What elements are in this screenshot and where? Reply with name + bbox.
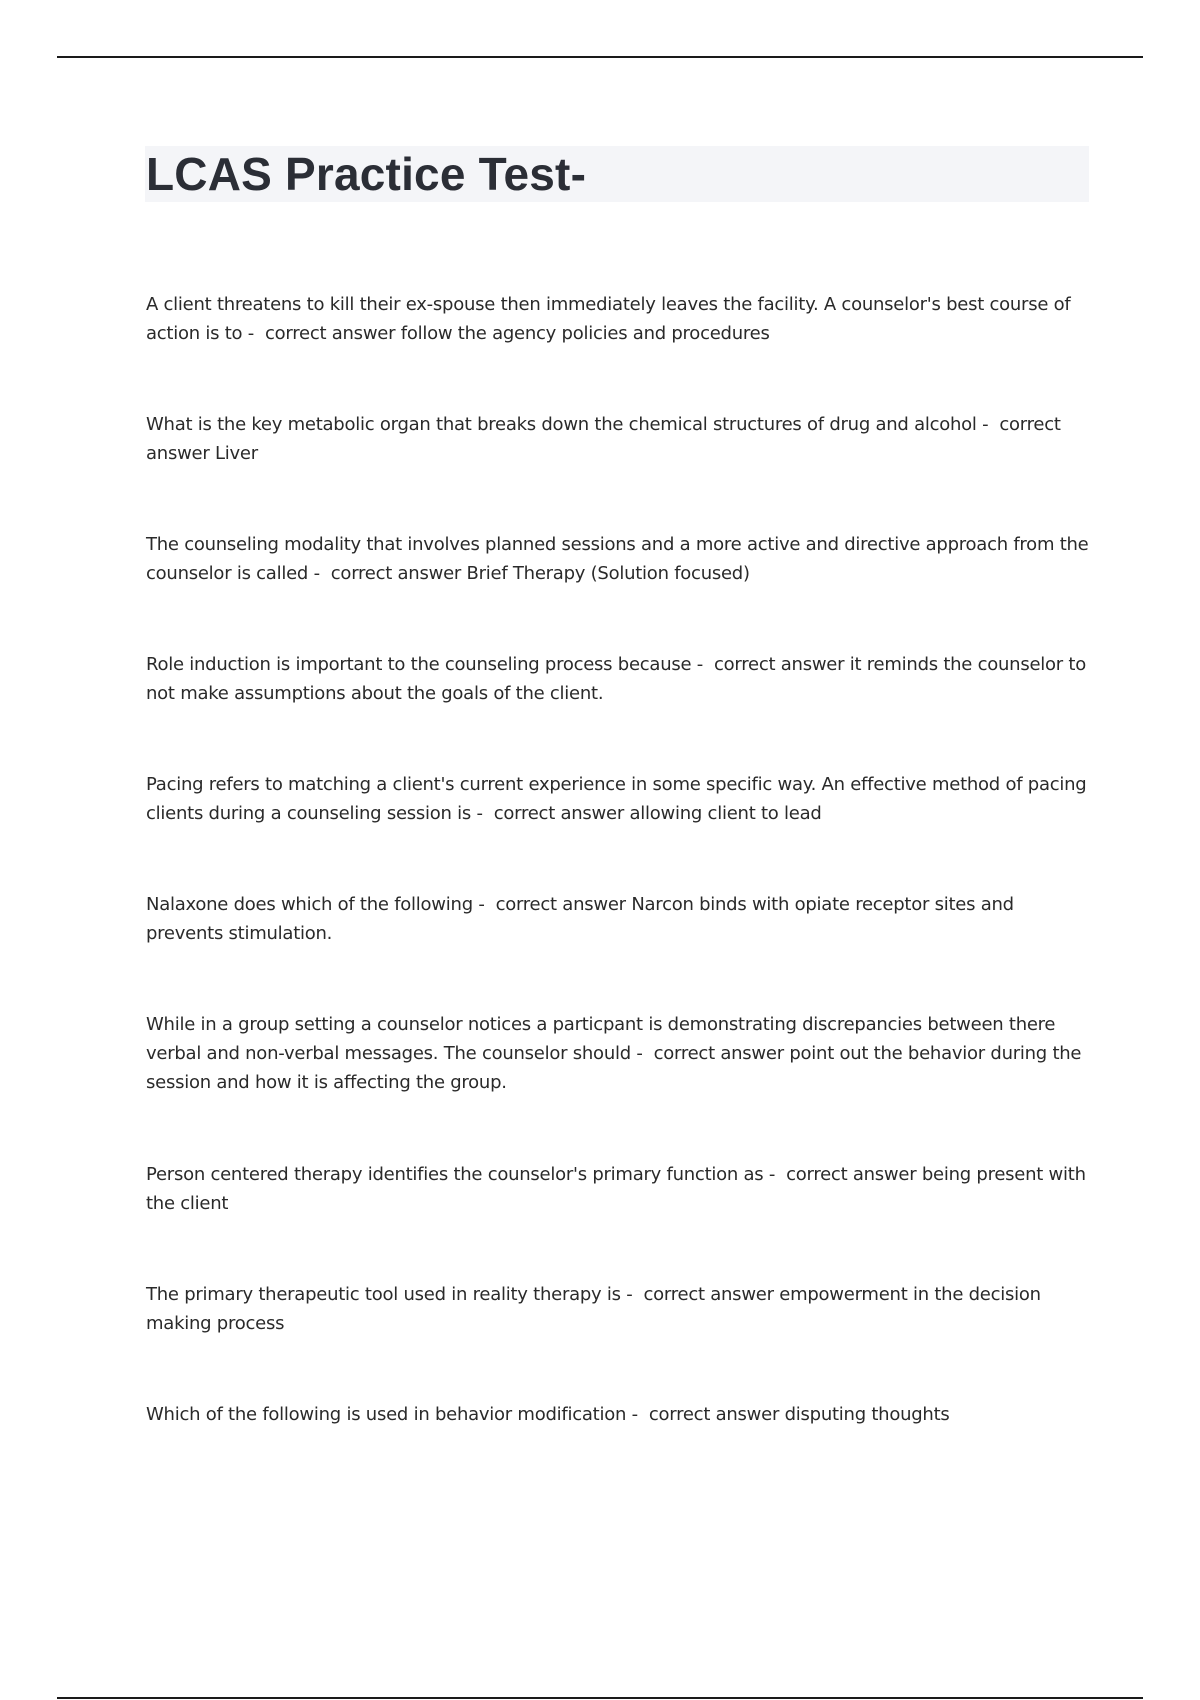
answer-prefix: correct answer (146, 414, 1061, 464)
answer-prefix: correct answer (714, 654, 845, 675)
qa-item (146, 1400, 1090, 1429)
answer-text: empowerment in the decision making process (146, 1284, 1041, 1334)
question-text: The counseling modality that involves planned sessions and a more active and directive approach from the counselor is called - (146, 534, 1089, 584)
answer-prefix: correct answer (786, 1164, 917, 1185)
qa-item (146, 290, 1090, 348)
question-text: Role induction is important to the counseling process because - (146, 654, 709, 675)
answer-text: being present with the client (146, 1164, 1086, 1214)
header-rule (57, 56, 1143, 58)
answer-text: allowing client to lead (629, 803, 822, 824)
question-text: The primary therapeutic tool used in reality therapy is - (146, 1284, 638, 1305)
answer-prefix: correct answer (643, 1284, 774, 1305)
answer-text: it reminds the counselor to not make assumptions about the goals of the client. (146, 654, 1086, 704)
answer-text: Liver (215, 443, 258, 464)
question-text: While in a group setting a counselor notices a particpant is demonstrating discrepancies between there verbal and non-verbal messages. The counselor should - (146, 1014, 1055, 1064)
question-text: A client threatens to kill their ex-spouse then immediately leaves the facility. A counselor's best course of action is to - (146, 294, 1070, 344)
answer-prefix: correct answer (648, 1404, 780, 1425)
answer-text: follow the agency policies and procedures (400, 323, 770, 344)
qa-item (146, 530, 1090, 588)
question-text: Pacing refers to matching a client's current experience in some specific way. An effective method of pacing clients during a counseling session is - (146, 774, 1086, 824)
answer-text: disputing thoughts (784, 1404, 950, 1425)
question-text: Person centered therapy identifies the counselor's primary function as - (146, 1164, 781, 1185)
answer-prefix: correct answer (495, 894, 626, 915)
page-title: LCAS Practice Test- (146, 148, 587, 200)
question-text: Which of the following is used in behavior modification - (146, 1404, 643, 1425)
qa-item (146, 1160, 1090, 1218)
answer-prefix: correct answer (330, 563, 462, 584)
answer-prefix: correct answer (265, 323, 396, 344)
question-text: What is the key metabolic organ that breaks down the chemical structures of drug and alcohol - (146, 414, 994, 435)
qa-item (146, 410, 1090, 468)
answer-text: Brief Therapy (Solution focused) (466, 563, 750, 584)
answer-text: point out the behavior during the session and how it is affecting the group. (146, 1043, 1082, 1093)
question-text: Nalaxone does which of the following - (146, 894, 490, 915)
answer-prefix: correct answer (653, 1043, 784, 1064)
qa-item (146, 770, 1090, 828)
answer-text: Narcon binds with opiate receptor sites and prevents stimulation. (146, 894, 1014, 944)
qa-item (146, 1280, 1090, 1338)
qa-item (146, 650, 1090, 708)
answer-prefix: correct answer (493, 803, 624, 824)
qa-item (146, 890, 1090, 948)
footer-rule (57, 1697, 1143, 1699)
qa-item (146, 1010, 1090, 1097)
